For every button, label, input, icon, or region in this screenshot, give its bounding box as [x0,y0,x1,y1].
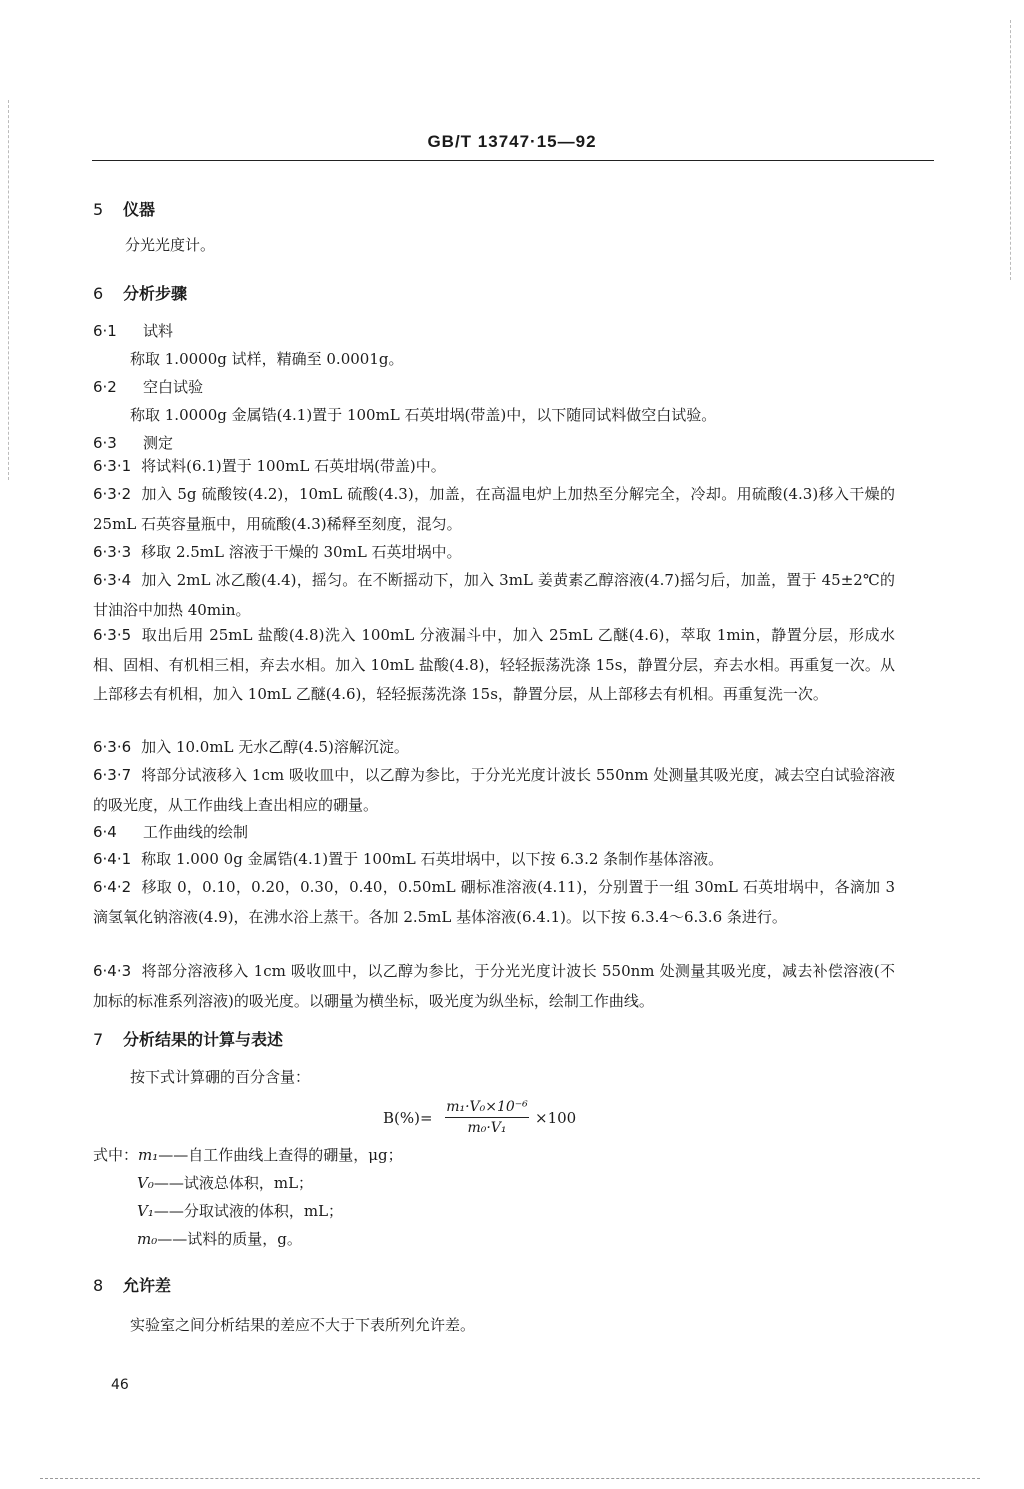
subsection-number: 6·1 [93,322,117,340]
formula-intro: 按下式计算硼的百分含量： [130,1068,311,1086]
subsection-6-2-heading [93,378,203,396]
formula-fraction [445,1098,529,1137]
section-title: 允许差 [123,1276,172,1295]
clause-6-3-6 [93,733,895,763]
section-7-heading [93,1027,283,1050]
clause-number: 6·3·3 [93,543,132,561]
variable-m0 [137,1230,302,1248]
clause-text: 将试料(6.1)置于 100mL 石英坩埚(带盖)中。 [141,457,446,475]
page-number: 46 [111,1377,129,1393]
standard-code-header: GB/T 13747·15—92 [427,132,597,151]
clause-number: 6·3·5 [93,626,132,644]
section-number: 7 [93,1030,104,1049]
clause-6-4-3 [93,957,895,1016]
clause-6-4-2 [93,873,895,932]
header-rule [92,160,934,161]
section-5-body: 分光光度计。 [125,236,216,254]
clause-6-3-1 [93,452,895,482]
subsection-number: 6·3 [93,434,117,452]
fraction-bar [445,1117,529,1118]
section-5-heading [93,197,155,220]
subsection-6-1-body: 称取 1.0000g 试样，精确至 0.0001g。 [130,350,404,368]
section-title: 分析步骤 [123,284,188,303]
formula-denominator: m₀·V₁ [467,1120,507,1136]
subsection-title: 试料 [143,322,174,340]
clause-number: 6·4·1 [93,850,132,868]
clause-6-3-7 [93,761,895,820]
clause-number: 6·3·6 [93,738,132,756]
clause-6-3-5 [93,621,895,710]
clause-number: 6·4·3 [93,962,132,980]
section-6-heading [93,281,187,304]
section-8-body: 实验室之间分析结果的差应不大于下表所列允许差。 [130,1316,476,1334]
clause-text: 将部分溶液移入 1cm 吸收皿中，以乙醇为参比，于分光光度计波长 550nm 处测量其吸光度，减去补偿溶液(不加标的标准系列溶液)的吸光度。以硼量为横坐标，吸光度为纵坐标，绘制工作曲线。 [93,962,895,1010]
subsection-title: 空白试验 [143,378,204,396]
clause-text: 取出后用 25mL 盐酸(4.8)洗入 100mL 分液漏斗中，加入 25mL 乙醚(4.6)，萃取 1min，静置分层，形成水相、固相、有机相三相，弃去水相。加入 10mL 盐酸(4.8)，轻轻振荡洗涤 15s，静置分层，弃去水相。再重复一次。从上部移去有机相，加入 10mL 乙醚(4.6)，轻轻振荡洗涤 15s，静置分层，从上部移去有机相。再重复洗一次。 [93,626,895,703]
scan-edge-bottom [40,1478,980,1479]
formula-lhs: B(%)= [383,1109,433,1127]
variable-description: ——试液总体积，mL； [153,1174,314,1192]
variable-description: ——分取试液的体积，mL； [153,1202,344,1220]
subsection-6-2-body: 称取 1.0000g 金属锆(4.1)置于 100mL 石英坩埚(带盖)中，以下随同试料做空白试验。 [130,406,717,424]
variable-description: ——自工作曲线上查得的硼量，μg； [158,1146,403,1164]
subsection-number: 6·4 [93,823,117,841]
clause-text: 称取 1.000 0g 金属锆(4.1)置于 100mL 石英坩埚中，以下按 6.3.2 条制作基体溶液。 [141,850,724,868]
formula-numerator: m₁·V₀×10⁻⁶ [446,1099,528,1115]
clause-6-4-1 [93,845,895,875]
section-8-heading [93,1273,171,1296]
subsection-title: 测定 [143,434,174,452]
clause-number: 6·3·2 [93,485,132,503]
clause-text: 将部分试液移入 1cm 吸收皿中，以乙醇为参比，于分光光度计波长 550nm 处测量其吸光度，减去空白试验溶液的吸光度，从工作曲线上查出相应的硼量。 [93,766,895,814]
subsection-6-1-heading [93,322,173,340]
section-number: 8 [93,1276,104,1295]
section-title: 仪器 [123,200,156,219]
scan-edge-right [1010,20,1011,280]
subsection-6-4-heading [93,823,248,841]
subsection-number: 6·2 [93,378,117,396]
clause-text: 移取 2.5mL 溶液于干燥的 30mL 石英坩埚中。 [141,543,462,561]
where-prefix: 式中： [93,1146,139,1164]
clause-6-3-3 [93,538,895,568]
clause-number: 6·3·7 [93,766,132,784]
clause-text: 加入 2mL 冰乙酸(4.4)，摇匀。在不断摇动下，加入 3mL 姜黄素乙醇溶液(4.7)摇匀后，加盖，置于 45±2℃的甘油浴中加热 40min。 [93,571,895,619]
clause-text: 加入 5g 硫酸铵(4.2)，10mL 硫酸(4.3)，加盖，在高温电炉上加热至分解完全，冷却。用硫酸(4.3)移入干燥的 25mL 石英容量瓶中，用硫酸(4.3)稀释至刻度，混匀。 [93,485,895,533]
variable-description: ——试料的质量，g。 [157,1230,302,1248]
variable-v1 [137,1202,343,1220]
variable-symbol: V₁ [137,1202,154,1220]
section-number: 6 [93,284,104,303]
clause-6-3-2 [93,480,895,539]
section-title: 分析结果的计算与表述 [123,1030,284,1049]
formula-rhs: ×100 [535,1109,577,1127]
variable-m1 [93,1146,403,1164]
variable-symbol: V₀ [137,1174,154,1192]
scan-edge-left [8,100,9,480]
subsection-title: 工作曲线的绘制 [143,823,249,841]
clause-number: 6·4·2 [93,878,132,896]
clause-6-3-4 [93,566,895,625]
subsection-6-3-heading [93,434,173,452]
variable-v0 [137,1174,313,1192]
clause-text: 移取 0，0.10，0.20，0.30，0.40，0.50mL 硼标准溶液(4.11)，分别置于一组 30mL 石英坩埚中，各滴加 3 滴氢氧化钠溶液(4.9)，在沸水浴上蒸干。各加 2.5mL 基体溶液(6.4.1)。以下按 6.3.4～6.3.6 条进行。 [93,878,895,926]
clause-number: 6·3·1 [93,457,132,475]
variable-symbol: m₁ [138,1146,159,1164]
section-number: 5 [93,200,104,219]
variable-symbol: m₀ [137,1230,158,1248]
clause-number: 6·3·4 [93,571,132,589]
clause-text: 加入 10.0mL 无水乙醇(4.5)溶解沉淀。 [141,738,409,756]
